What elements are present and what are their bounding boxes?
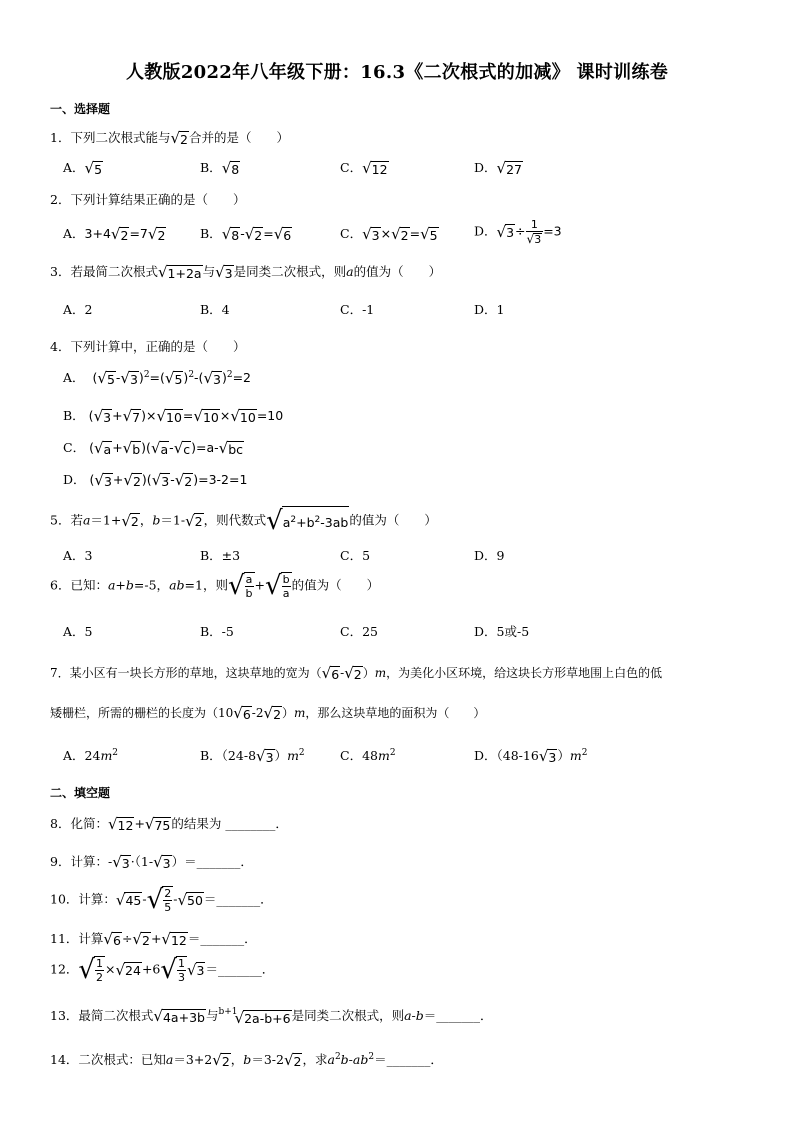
option-b: B．±3 (200, 548, 241, 563)
option-b: B． (√3+√7)×√10=√10×√10=10 (63, 407, 284, 426)
option-d: D．5或-5 (474, 624, 530, 639)
question-5: 5．若a＝1+√2，b＝1-√2，则代数式$√a^2+b^2-3ab$的值为（ ） (50, 506, 437, 537)
radical: √2 (170, 129, 188, 148)
option-c: C．√12 (340, 159, 388, 178)
option-b: B．√8-√2=√6 (200, 225, 292, 244)
question-2: 2．下列计算结果正确的是（ ） (50, 192, 246, 207)
option-a: A．√5 (63, 159, 103, 178)
question-12: 12．√ $\frac{1}{2}$ ×√24+6√ $\frac{1}{3}$ √3＝_______． (50, 955, 275, 985)
option-d: D．9 (474, 548, 505, 563)
option-b: B．-5 (200, 624, 234, 639)
option-c: C．5 (340, 548, 371, 563)
section-choice-heading: 一、选择题 (50, 102, 111, 116)
option-a: A．3+4√2=7√2 (63, 225, 166, 244)
question-9: 9．计算：-√3·（1-√3）＝_______． (50, 853, 253, 872)
option-b: B．$(24-8√3)m^2$ (200, 747, 305, 766)
option-a: A．$24m^2$ (63, 747, 119, 763)
option-a: A．2 (63, 302, 93, 317)
option-b: B．4 (200, 302, 230, 317)
question-text: 下列计算结果正确的是（ ） (70, 192, 246, 207)
option-a: A．3 (63, 548, 93, 563)
question-11: 11．计算√6÷√2+√12＝_______． (50, 930, 257, 949)
option-a: A． $(√5-√3)^2=(√5)^2-(√3)^2=2$ (63, 369, 252, 388)
page-title: 人教版2022年八年级下册：16.3《二次根式的加减》 课时训练卷 (125, 62, 669, 83)
option-c: C．$48m^2$ (340, 747, 396, 763)
question-text: 合并的是（ ） (188, 130, 289, 145)
question-7: 7．某小区有一块长方形的草地，这块草地的宽为（√6-√2）m，为美化小区环境，给这块长方形草地围上白色的低 (50, 664, 663, 682)
section-fill-heading: 二、填空题 (50, 786, 111, 800)
option-a: A．5 (63, 624, 93, 639)
option-d: D．√3÷ $\frac{1}{√3}$ =3 (474, 218, 562, 247)
question-3: 3．若最简二次根式√1+2a与√3是同类二次根式，则a的值为（ ） (50, 263, 442, 282)
question-6: 6．已知：a+b=-5，ab=1，则√ $\frac{a}{b}$ +√ $\frac{b}{a}$ 的值为（ ） (50, 571, 380, 601)
question-14: 14．二次根式：已知a＝3+2√2，b＝3-2√2，求$a^2b-ab^2=\_\_\_\_\_\_\_$． (50, 1051, 443, 1070)
option-c: C．25 (340, 624, 378, 639)
option-c: C．-1 (340, 302, 375, 317)
question-4: 4．下列计算中，正确的是（ ） (50, 339, 246, 354)
option-c: C． (√a+√b)(√a-√c)=a-√bc (63, 439, 244, 458)
option-d: D． (√3+√2)(√3-√2)=3-2=1 (63, 471, 248, 490)
question-7-line-2: 矮栅栏，所需的栅栏的长度为（10√6-2√2）m，那么这块草地的面积为（ ） (50, 704, 486, 722)
option-b: B．√8 (200, 159, 240, 178)
question-13: 13．最简二次根式√4a+3b与$^{b+1}$√2a-b+6是同类二次根式，则a-b＝_______． (50, 1006, 493, 1027)
question-8: 8．化简：√12+√75的结果为 ________． (50, 815, 288, 834)
option-d: D．$(48-16√3)m^2$ (474, 747, 588, 766)
option-d: D．√27 (474, 159, 522, 178)
question-number: 1． (50, 130, 71, 145)
option-c: C．√3×√2=√5 (340, 225, 438, 244)
question-1 (50, 128, 289, 147)
question-text: 下列二次根式能与 (70, 130, 171, 145)
question-10: 10．计算：√45-√ $\frac{2}{5}$ -√50＝_______． (50, 885, 273, 915)
option-d: D．1 (474, 302, 505, 317)
